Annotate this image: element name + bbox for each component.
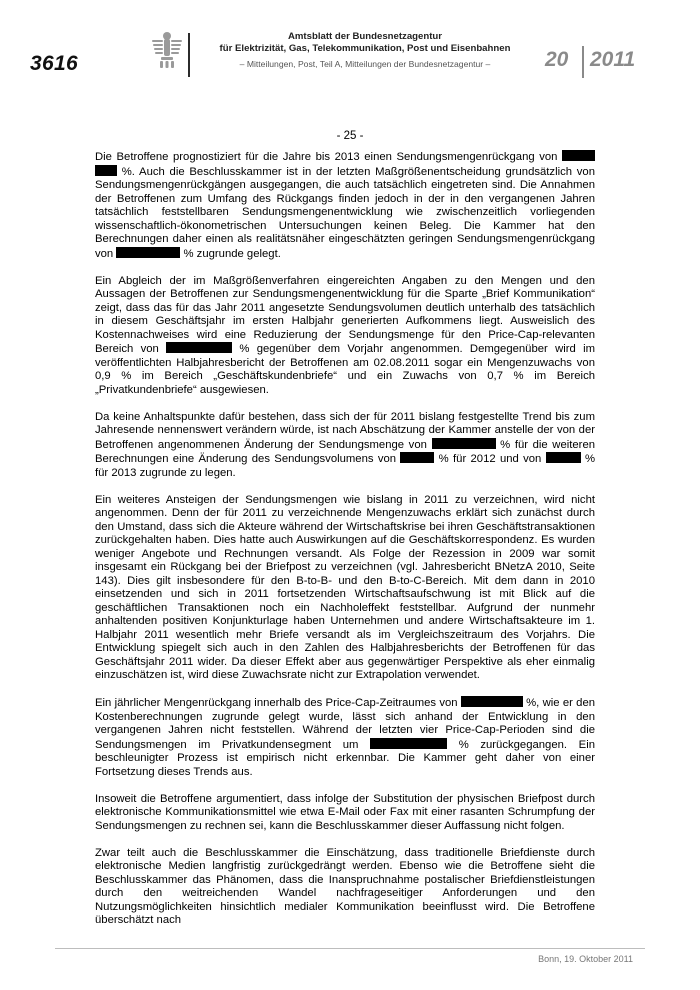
journal-title-line-1: Amtsblatt der Bundesnetzagentur <box>287 31 443 42</box>
footer-divider <box>55 948 645 949</box>
redaction-block <box>400 452 434 463</box>
issue-number: 20 <box>545 48 569 71</box>
paragraph-6: Insoweit die Betroffene argumentiert, dass infolge der Substitution der physischen Briefpost durch elektronische Kommunikationsmittel wie etwa E-Mail oder Fax mit einer rasanten Schrumpfung der Sendungsmengen zu rechnen sei, kann die Beschlusskammer dieser Auffassung nicht folgen. <box>95 792 595 832</box>
paragraph-7: Zwar teilt auch die Beschlusskammer die Einschätzung, dass traditionelle Briefdienste durch elektronische Medien langfristig zurückgedrängt werden. Ebenso wie die Betroffene sieht die Beschlusskammer das Phänomen, dass die Inanspruchnahme postalischer Briefdienstleistungen durch den weitreichenden Wandel nachfrageseitiger Anforderungen und den Nutzungsmöglichkeiten hinsichtlich medialer Kommunikation beeinflusst wird. Die Betroffene überschätzt nach <box>95 846 595 926</box>
issue-year: 2011 <box>590 48 636 71</box>
redaction-block <box>546 452 581 463</box>
issue-badge <box>545 46 685 78</box>
page-number: 3616 <box>30 52 78 75</box>
paragraph-1: Die Betroffene prognostiziert für die Jahre bis 2013 einen Sendungsmengenrückgang von %. Auch die Beschlusskammer ist in der letzten Maßgrößenentscheidung grundsätzlich von Sendungsmengenrückgängen ausgegangen, die auch tatsächlich eingetreten sind. Die Annahmen der Betroffenen zum Umfang des Rückgangs finden jedoch in der in den vergangenen Jahren tatsächlich feststellbaren Sendungsmengenentwicklung wie zwischenzeitlich vorliegenden wissenschaftlich-ökonometrischen Untersuchungen keinen Beleg. Die Kammer hat den Berechnungen daher einen als realitätsnäher eingeschätzten geringen Sendungsmengenrückgang von % zugrunde gelegt. <box>95 151 595 260</box>
redaction-block <box>95 165 117 176</box>
paragraph-4: Ein weiteres Ansteigen der Sendungsmengen wie bislang in 2011 zu verzeichnen, wird nicht angenommen. Denn der für 2011 zu verzeichnende Mengenzuwachs erklärt sich zunächst durch den Umstand, dass sich die Akteure während der Wirtschaftskrise bei ihren Geschäftstransaktionen zurückgehalten haben. Dies hatte auch Auswirkungen auf die Geschäftskorrespondenz. Es wurden weniger Angebote und Rechnungen versandt. Als Folge der Rezession in 2009 war somit insgesamt ein Rückgang bei der Briefpost zu verzeichnen (vgl. Jahresbericht BNetzA 2010, Seite 143). Dies gilt insbesondere für den B-to-B- und den B-to-C-Bereich. Mit dem dann in 2010 einsetzenden und sich in 2011 fortsetzenden Wirtschaftsaufschwung ist mit Blick auf die geschäftlichen Transaktionen noch ein Nachholeffekt feststellbar. Aufgrund der nunmehr anhaltenden positiven Konjunkturlage haben Unternehmen und andere Wirtschaftsakteure im 1. Halbjahr 2011 wesentlich mehr Briefe versandt als im Vergleichszeitraum des Vorjahrs. Die Entwicklung spiegelt sich auch in den Zahlen des Halbjahresberichts der Betroffenen für das Geschäftsjahr 2011 wider. Da dieser Effekt aber aus gegenwärtiger Perspektive als eher einmalig einzuschätzen ist, wird diese Zuwachsrate nicht zur Extrapolation verwendet. <box>95 493 595 681</box>
redaction-block <box>562 150 595 161</box>
redaction-block <box>116 247 180 258</box>
footer-date: Bonn, 19. Oktober 2011 <box>538 954 633 964</box>
journal-title <box>200 31 530 55</box>
paragraph-3: Da keine Anhaltspunkte dafür bestehen, dass sich der für 2011 bislang festgestellte Trend bis zum Jahresende nennenswert verändern würde, ist nach Abschätzung der Kammer anstelle der von der Betroffenen angenommenen Änderung der Sendungsmenge von % für die weiteren Berechnungen eine Änderung des Sendungsvolumens von % für 2012 und von % für 2013 zugrunde zu legen. <box>95 410 596 479</box>
body-text <box>95 150 595 941</box>
paragraph-5: Ein jährlicher Mengenrückgang innerhalb des Price-Cap-Zeitraumes von %, wie er den Kostenberechnungen zugrunde gelegt wurde, lässt sich anhand der Entwicklung in den vergangenen Jahren nicht feststellen. Während der letzten vier Price-Cap-Perioden sind die Sendungsmengen im Privatkundensegment um % zurückgegangen. Ein beschleunigter Prozess ist empirisch nicht erkennbar. Die Kammer geht daher von einer Fortsetzung dieses Trends aus. <box>95 697 596 778</box>
page-counter: - 25 - <box>336 130 364 142</box>
federal-eagle-icon <box>150 30 184 70</box>
redaction-block <box>461 696 523 707</box>
redaction-block <box>370 738 447 749</box>
redaction-block <box>166 342 232 353</box>
header-divider <box>188 33 190 77</box>
issue-divider <box>582 46 584 78</box>
journal-subtitle: – Mitteilungen, Post, Teil A, Mitteilungen der Bundesnetzagentur – <box>239 59 491 69</box>
paragraph-2: Ein Abgleich der im Maßgrößenverfahren eingereichten Angaben zu den Mengen und den Aussagen der Betroffenen zur Sendungsmengenentwicklung für die Sparte „Brief Kommunikation“ zeigt, dass das für das Jahr 2011 angesetzte Sendungsvolumen deutlich unterhalb des tatsächlich in diesem Geschäftsjahr im ersten Halbjahr generierten Aufkommens liegt. Ausweislich des Kostennachweises wird eine Reduzierung der Sendungsmenge für den Price-Cap-relevanten Bereich von % gegenüber dem Vorjahr angenommen. Demgegenüber wird im veröffentlichten Halbjahresbericht der Betroffenen am 02.08.2011 sogar ein Mengenzuwachs von 0,9 % im Bereich „Geschäftskundenbriefe“ und ein Zuwachs von 0,7 % im Bereich „Privatkundenbriefe“ ausgewiesen. <box>95 274 596 396</box>
redaction-block <box>432 438 496 449</box>
journal-title-line-2: für Elektrizität, Gas, Telekommunikation, Post und Eisenbahnen <box>219 43 511 54</box>
